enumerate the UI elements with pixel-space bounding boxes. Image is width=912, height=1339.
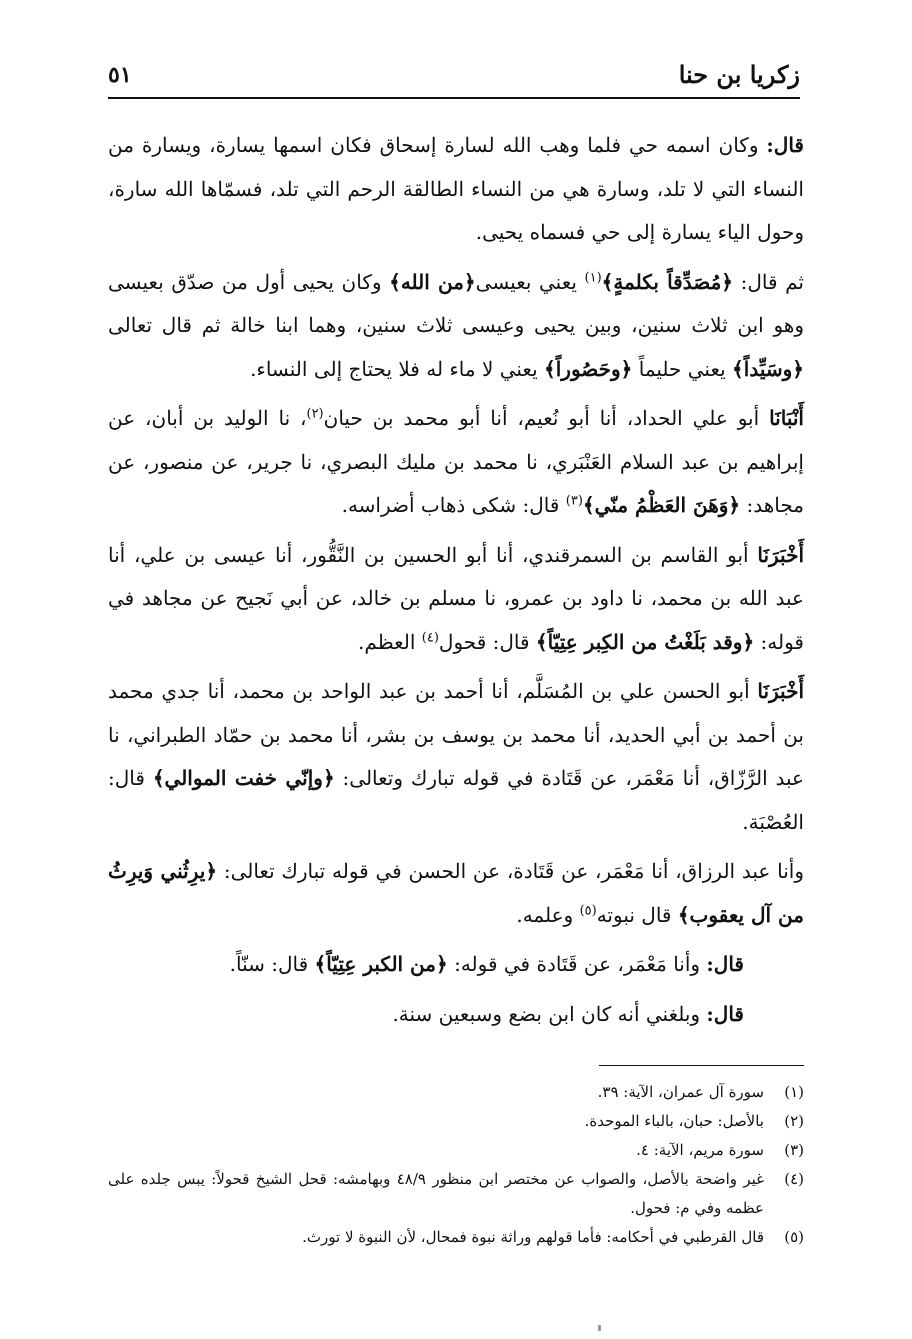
running-head: [108, 58, 800, 92]
paragraph-text: ، نا الوليد بن أبان، عن إبراهيم بن عبد السلام العَنْبَري، نا محمد بن مليك البصري، نا جرير، عن منصور، عن مجاهد:: [108, 406, 804, 517]
footnote-ref: (٥): [579, 902, 597, 918]
paragraph-text: قال: قحول: [438, 629, 536, 654]
footnote-text: قال القرطبي في أحكامه: فأما قولهم وراثة نبوة فمحال، لأن النبوة لا تورث.: [302, 1228, 764, 1246]
paragraph-1: [108, 124, 804, 255]
print-mark: [598, 1325, 601, 1331]
paragraph-text: يعني بعيسى: [475, 269, 585, 294]
footnote-text: سورة آل عمران، الآية: ٣٩.: [597, 1083, 764, 1101]
quran-quote: ﴿يرِثُني وَيرِثُ من آل يعقوب﴾: [108, 859, 804, 927]
paragraph-text: ثم قال:: [733, 269, 804, 294]
footnote-5: [108, 1223, 804, 1252]
footnote-4: [108, 1165, 804, 1223]
paragraph-2: [108, 261, 804, 392]
paragraph-8: [108, 993, 804, 1037]
paragraph-text: قال: سنّاً.: [229, 952, 315, 976]
footnote-3: [108, 1136, 804, 1165]
paragraph-text: وأنا عبد الرزاق، أنا مَعْمَر، عن قَتَادة، عن الحسن في قوله تبارك تعالى:: [217, 859, 804, 883]
paragraph-lead: أَخْبَرَنَا: [757, 679, 804, 703]
footnote-ref: (٤): [421, 629, 439, 645]
header-rule: [108, 97, 800, 99]
footnote-ref: (١): [584, 269, 602, 285]
quran-quote: ﴿من الله﴾: [389, 269, 476, 294]
footnote-number: (٣): [784, 1141, 804, 1159]
paragraph-text: أبو علي الحداد، أنا أبو نُعيم، أنا أبو محمد بن حيان: [323, 406, 770, 430]
footnote-ref: (٣): [565, 493, 583, 509]
footnote-number: (٤): [784, 1170, 804, 1188]
footnote-1: [108, 1078, 804, 1107]
quran-quote: ﴿وقد بَلَغْتُ من الكِبر عِتِيّاً﴾: [535, 629, 755, 654]
footnotes: [108, 1078, 804, 1252]
paragraph-lead: قال:: [706, 952, 744, 976]
paragraph-7: [108, 943, 804, 987]
paragraph-lead: قال:: [766, 133, 804, 157]
footnote-ref: (٢): [306, 406, 324, 422]
paragraph-text: وكان يحيى أول من صدّق بعيسى وهو ابن ثلاث سنين، وبين يحيى وعيسى ثلاث سنين، وهما ابنا خالة ثم قال تعالى: [108, 269, 804, 337]
footnote-text: غير واضحة بالأصل، والصواب عن مختصر ابن منظور ٤٨/٩ وبهامشه: قحل الشيخ قحولاً: يبس جلده على عظمه وفي م: فحول.: [108, 1170, 764, 1217]
main-text: [108, 124, 804, 1042]
page-number: ٥١: [108, 62, 132, 88]
footnote-rule: [599, 1065, 804, 1066]
quran-quote: ﴿مُصَدِّقاً بكلمةٍ﴾: [601, 269, 734, 294]
quran-quote: ﴿وإنّي خفت الموالي﴾: [152, 766, 335, 790]
paragraph-text: وعلمه.: [516, 902, 580, 927]
paragraph-3: [108, 397, 804, 528]
paragraph-4: [108, 534, 804, 665]
paragraph-text: يعني لا ماء له فلا يحتاج إلى النساء.: [250, 356, 545, 381]
footnote-number: (١): [784, 1083, 804, 1101]
quran-quote: ﴿وَهَنَ العَظْمُ منّي﴾: [582, 493, 741, 517]
paragraph-6: [108, 850, 804, 937]
running-title: زكريا بن حنا: [678, 60, 800, 89]
paragraph-lead: قال:: [706, 1001, 744, 1026]
footnote-2: [108, 1107, 804, 1136]
footnote-number: (٢): [784, 1112, 804, 1130]
paragraph-text: العظم.: [358, 629, 422, 654]
paragraph-lead: أَنْبَانَا: [769, 406, 804, 430]
quran-quote: ﴿وحَصُوراً﴾: [544, 356, 633, 381]
paragraph-text: يعني حليماً: [632, 356, 733, 381]
paragraph-lead: أَخْبَرَنَا: [757, 542, 804, 567]
paragraph-text: قال: العُصْبَة.: [108, 766, 804, 834]
paragraph-text: وأنا مَعْمَر، عن قَتَادة في قوله:: [447, 952, 707, 976]
paragraph-text: أبو الحسن علي بن المُسَلَّم، أنا أحمد بن عبد الواحد بن محمد، أنا جدي محمد بن أحمد بن أبي الحديد، أنا محمد بن يوسف بن بشر، أنا محمد بن حمّاد الطبراني، نا عبد الرَّزّاق، أنا مَعْمَر، عن قَتَادة في قوله تبارك وتعالى:: [108, 679, 804, 790]
paragraph-text: قال نبوته: [596, 902, 678, 927]
quran-quote: ﴿وسَيِّداً﴾: [732, 356, 804, 381]
paragraph-5: [108, 670, 804, 844]
footnote-number: (٥): [784, 1228, 804, 1246]
quran-quote: ﴿من الكبر عِتِيّاً﴾: [314, 952, 448, 976]
paragraph-text: قال: شكى ذهاب أضراسه.: [341, 493, 566, 517]
paragraph-text: وبلغني أنه كان ابن بضع وسبعين سنة.: [392, 1001, 707, 1026]
footnote-text: بالأصل: حبان، بالباء الموحدة.: [584, 1112, 764, 1130]
paragraph-text: وكان اسمه حي فلما وهب الله لسارة إسحاق فكان اسمها يسارة، ويسارة من النساء التي لا تلد، وسارة هي من النساء الطالقة الرحم التي تلد، فسمّاها الله سارة، وحول الياء يسارة إلى حي فسماه يحيى.: [108, 133, 804, 244]
footnote-text: سورة مريم، الآية: ٤.: [636, 1141, 764, 1159]
paragraph-text: أبو القاسم بن السمرقندي، أنا أبو الحسين بن النَّقُّور، أنا عيسى بن علي، أنا عبد الله بن محمد، نا داود بن عمرو، نا مسلم بن خالد، عن أبي نَجيح عن مجاهد في قوله:: [108, 542, 804, 654]
